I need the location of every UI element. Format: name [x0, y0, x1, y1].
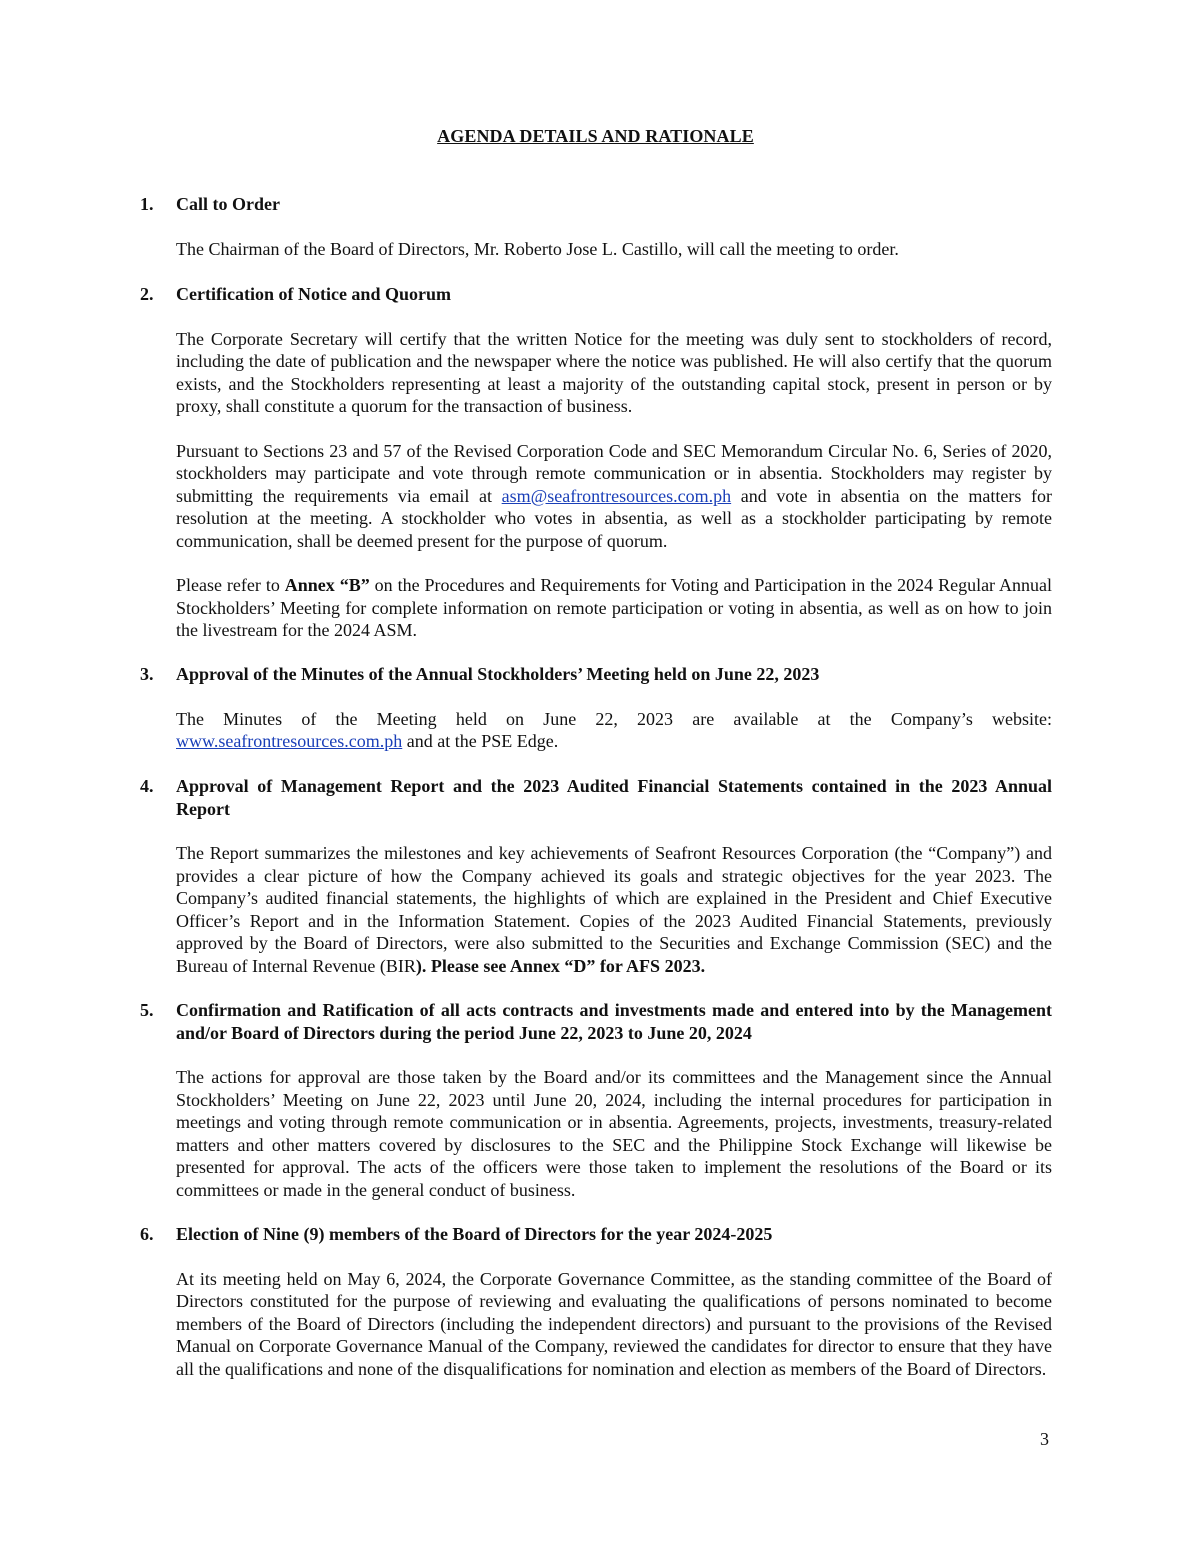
agenda-paragraph: The Corporate Secretary will certify that the written Notice for the meeting was duly sent to stockholders of record, including the date of publication and the newspaper where the notice was published. He will also certify that the quorum exists, and the Stockholders representing at least a majority of the outstanding capital stock, present in person or by proxy, shall constitute a quorum for the transaction of business.: [176, 328, 1052, 416]
agenda-item-2: [140, 283, 1052, 642]
agenda-item-header: [140, 999, 1052, 1044]
agenda-item-number: 3.: [140, 664, 154, 684]
agenda-item-header: [140, 283, 1052, 306]
agenda-paragraph: At its meeting held on May 6, 2024, the Corporate Governance Committee, as the standing committee of the Board of Directors constituted for the purpose of reviewing and evaluating the qualifications of persons nominated to become members of the Board of Directors (including the independent directors) and pursuant to the provisions of the Revised Manual on Corporate Governance Manual of the Company, reviewed the candidates for director to ensure that they have all the qualifications and none of the disqualifications for nomination and election as members of the Board of Directors.: [176, 1268, 1052, 1379]
agenda-paragraph: [176, 708, 1052, 753]
agenda-item-number: 5.: [140, 1000, 154, 1020]
paragraph-text: The Report summarizes the milestones and key achievements of Seafront Resources Corporation (the “Company”) and provides a clear picture of how the Company achieved its goals and strategic objectives for the year 2023. The Company’s audited financial statements, the highlights of which are explained in the President and Chief Executive Officer’s Report and in the Information Statement. Copies of the 2023 Audited Financial Statements, previously approved by the Board of Directors, were also submitted to the Securities and Exchange Commission (SEC) and the Bureau of Internal Revenue (BIR: [176, 843, 1052, 976]
agenda-item-heading: Confirmation and Ratification of all acts contracts and investments made and entered into by the Management and/or Board of Directors during the period June 22, 2023 to June 20, 2024: [176, 1000, 1052, 1043]
agenda-item-heading: Call to Order: [176, 194, 280, 214]
annex-reference: ). Please see Annex “D” for AFS 2023.: [415, 955, 706, 976]
annex-reference: Annex “B”: [284, 575, 370, 595]
paragraph-text: and at the PSE Edge.: [402, 731, 559, 751]
agenda-item-heading: Election of Nine (9) members of the Board of Directors for the year 2024-2025: [176, 1224, 773, 1244]
agenda-paragraph: [176, 440, 1052, 553]
agenda-item-heading: Certification of Notice and Quorum: [176, 284, 451, 304]
email-link[interactable]: asm@seafrontresources.com.ph: [501, 485, 732, 506]
agenda-item-header: [140, 775, 1052, 820]
agenda-item-number: 4.: [140, 776, 154, 796]
agenda-item-number: 6.: [140, 1224, 154, 1244]
agenda-item-heading: Approval of the Minutes of the Annual Stockholders’ Meeting held on June 22, 2023: [176, 664, 820, 684]
agenda-item-header: [140, 1223, 1052, 1246]
agenda-item-1: [140, 193, 1052, 260]
agenda-item-3: [140, 663, 1052, 753]
paragraph-text: Please refer to: [176, 575, 285, 595]
paragraph-text: The Minutes of the Meeting held on June 22, 2023 are available at the Company’s website:: [176, 708, 1052, 729]
agenda-paragraph: [176, 842, 1052, 977]
agenda-item-header: [140, 663, 1052, 686]
agenda-item-number: 2.: [140, 284, 154, 304]
paragraph-text: Pursuant to Sections 23 and 57 of the Revised Corporation Code and SEC Memorandum Circular No. 6, Series of 2020, stockholders may participate and vote through remote communication or in absentia. Stockholders may register by submitting the requirements via email at: [176, 440, 1052, 506]
agenda-item-number: 1.: [140, 194, 154, 214]
agenda-paragraph: The actions for approval are those taken by the Board and/or its committees and the Management since the Annual Stockholders’ Meeting on June 22, 2023 until June 20, 2024, including the internal procedures for participation in meetings and voting through remote communication or in absentia. Agreements, projects, investments, treasury-related matters and other matters covered by disclosures to the SEC and the Philippine Stock Exchange will likewise be presented for approval. The acts of the officers were those taken to implement the resolutions of the Board or its committees or made in the general conduct of business.: [176, 1067, 1052, 1200]
agenda-paragraph: [176, 574, 1052, 642]
agenda-paragraph: The Chairman of the Board of Directors, Mr. Roberto Jose L. Castillo, will call the meeting to order.: [176, 238, 899, 259]
paragraph-text: and vote in absentia on the matters for resolution at the meeting. A stockholder who votes in absentia, as well as a stockholder participating by remote communication, shall be deemed present for the purpose of quorum.: [176, 485, 1052, 551]
agenda-item-header: [140, 193, 1052, 216]
page-number: 3: [1040, 1429, 1049, 1449]
paragraph-text: on the Procedures and Requirements for Voting and Participation in the 2024 Regular Annual Stockholders’ Meeting for complete information on remote participation or voting in absentia, as well as on how to join the livestream for the 2024 ASM.: [176, 575, 1052, 640]
page-title: AGENDA DETAILS AND RATIONALE: [437, 126, 754, 146]
agenda-item-heading: Approval of Management Report and the 2023 Audited Financial Statements contained in the 2023 Annual Report: [176, 776, 1052, 819]
agenda-item-6: [140, 1223, 1052, 1380]
website-link[interactable]: www.seafrontresources.com.ph: [176, 731, 403, 751]
agenda-item-4: [140, 775, 1052, 977]
agenda-item-5: [140, 999, 1052, 1201]
